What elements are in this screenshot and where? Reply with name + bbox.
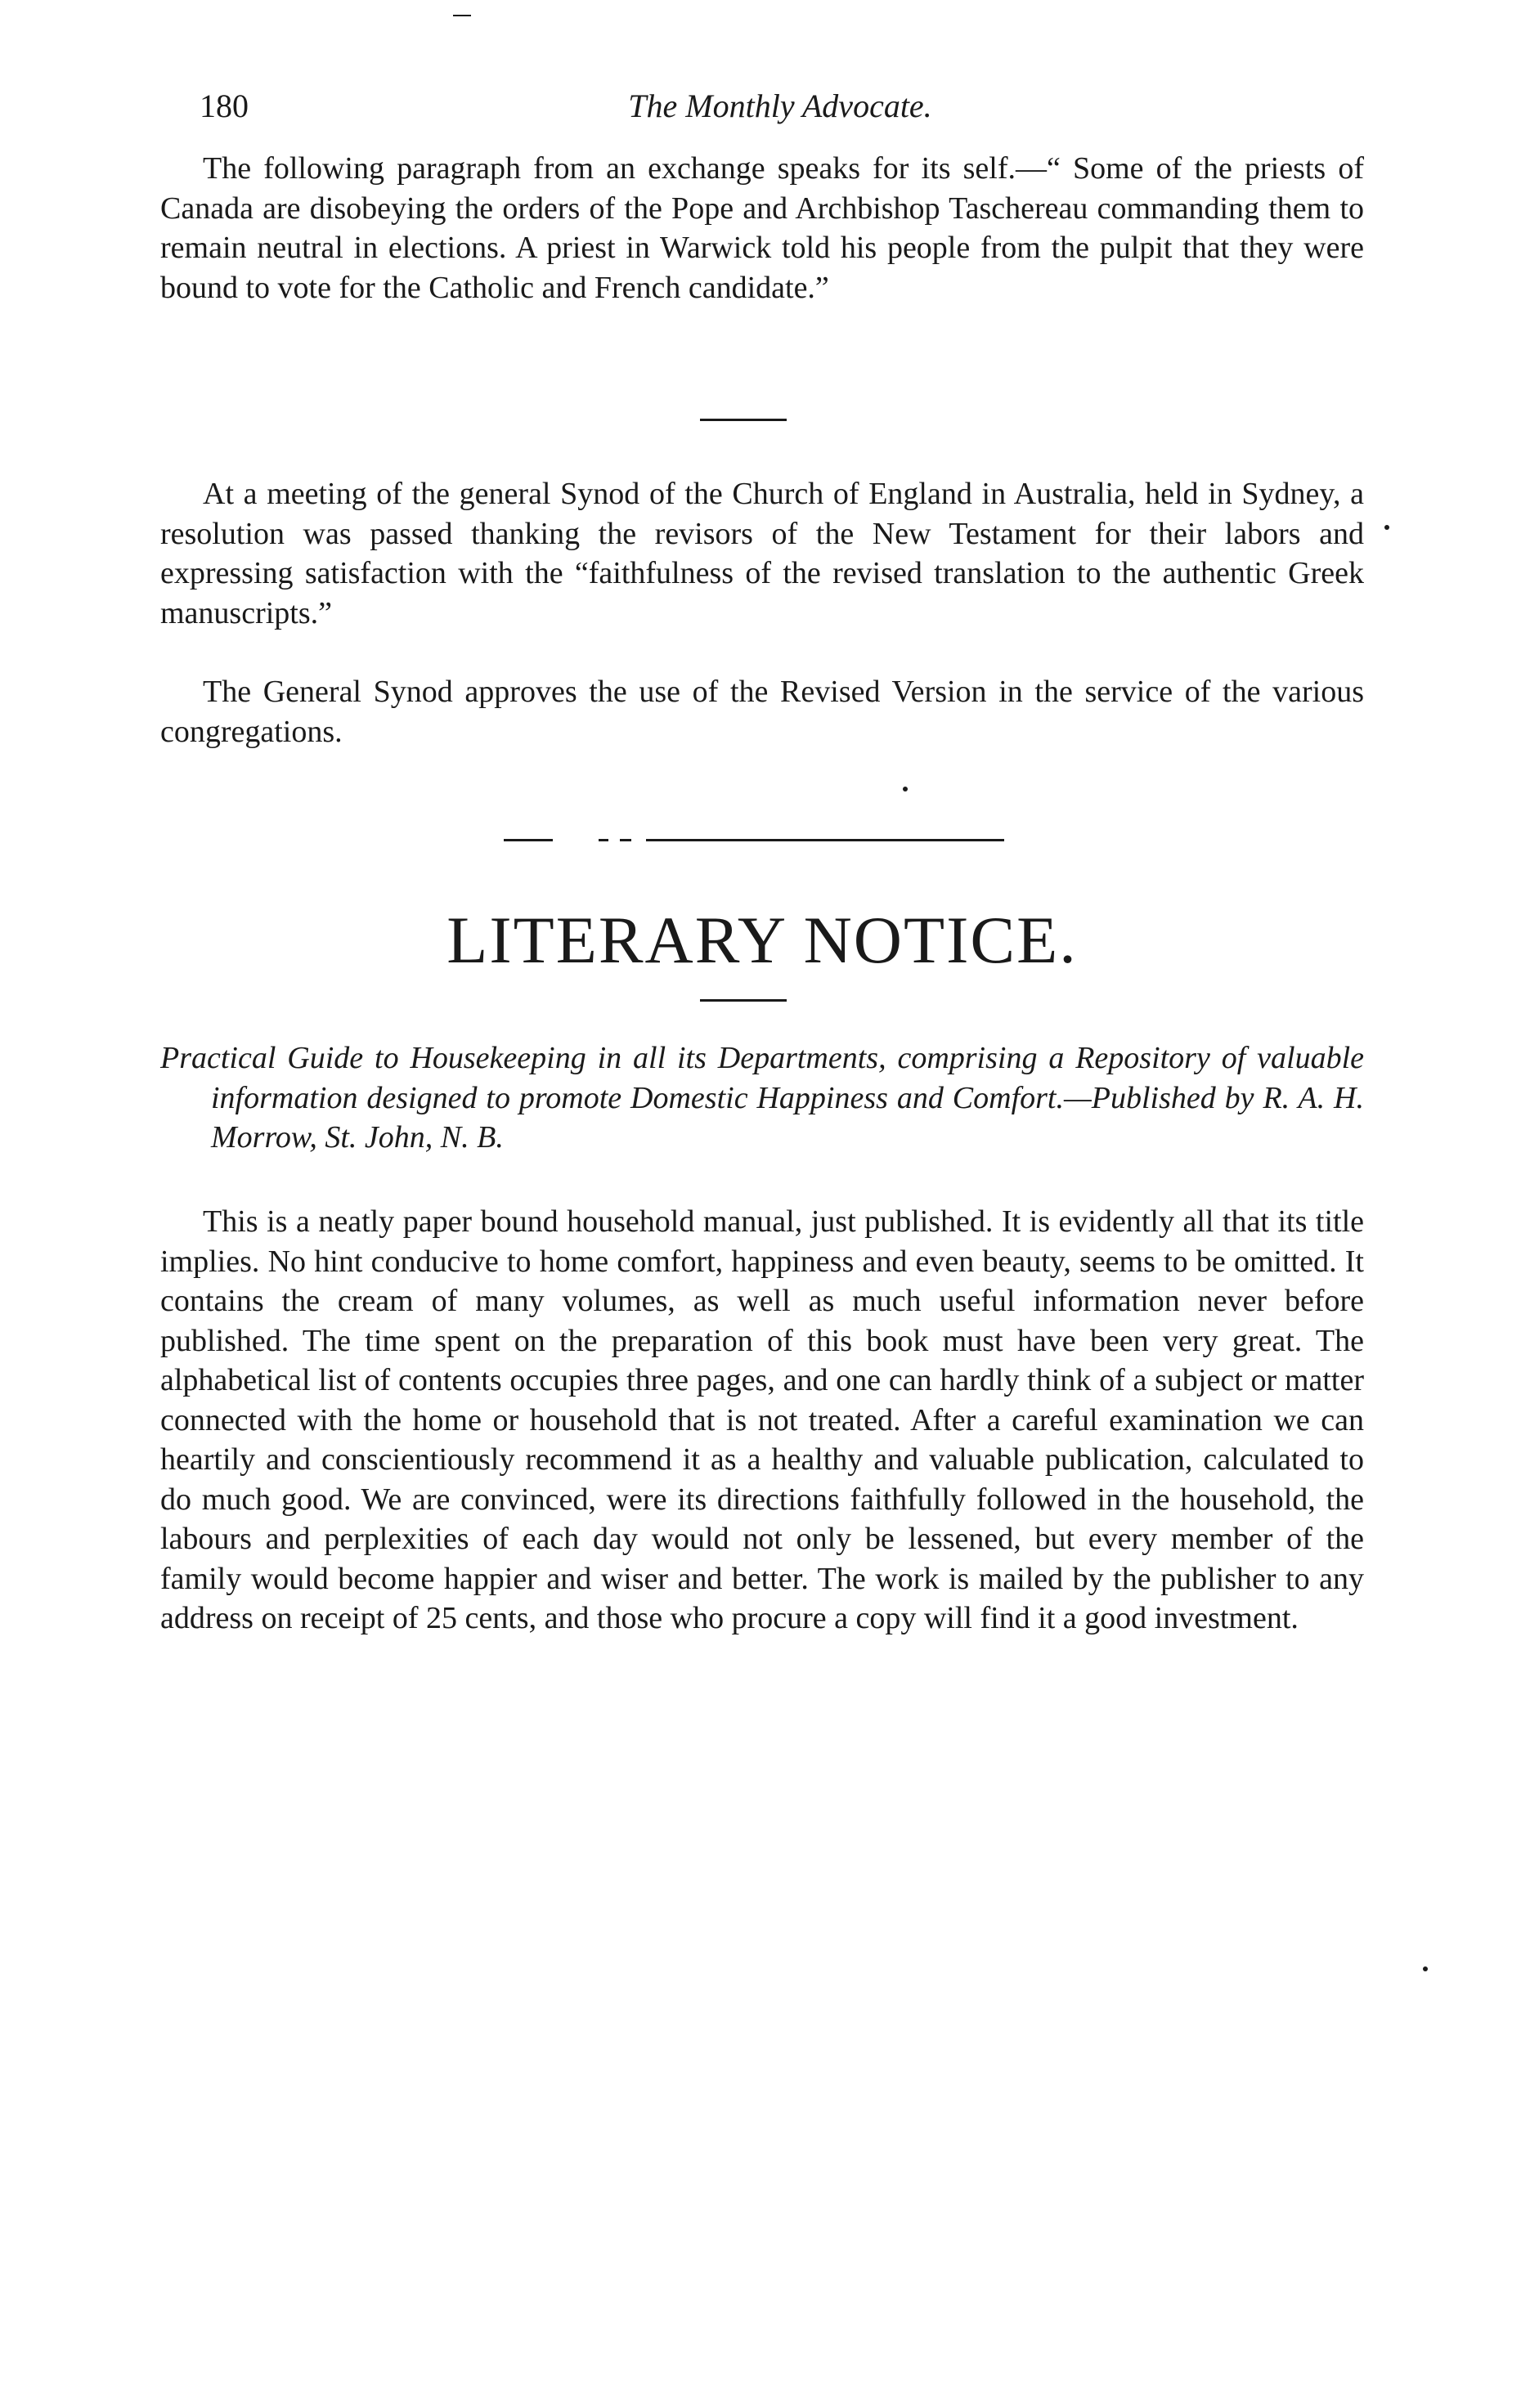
exchange-paragraph: The following paragraph from an exchange speaks for its self.—“ Some of the priests of Canada are disobeying the orders of the Pope and Archbishop Taschereau commanding them to remain neutral in elections. A priest in Warwick told his people from the pulpit that they were bound to vote for the Catholic and French candidate.”	[160, 151, 1364, 305]
heading-underline	[700, 999, 787, 1002]
top-mark	[453, 15, 471, 16]
dashed-divider	[504, 839, 1004, 842]
review-paragraph: This is a neatly paper bound household manual, just published. It is evidently all that its title implies. No hint conducive to home comfort, happiness and even beauty, seems to be omitted. It contains the cream of many volumes, as well as much useful information never before published. The time spent on the preparation of this book must have been very great. The alphabetical list of contents occupies three pages, and one can hardly think of a subject or matter connected with the home or household that is not treated. After a careful examination we can heartily and conscientiously recommend it as a healthy and valuable publication, calculated to do much good. We are convinced, were its directions faithfully followed in the household, the labours and perplexities of each day would not only be lessened, but every member of the family would become happier and wiser and better. The work is mailed by the publisher to any address on receipt of 25 cents, and those who procure a copy will find it a good investment.	[160, 1204, 1364, 1635]
stray-dot	[1423, 1966, 1428, 1971]
running-title: The Monthly Advocate.	[628, 87, 932, 124]
page-number: 180	[200, 87, 249, 124]
literary-notice-heading: LITERARY NOTICE.	[446, 903, 1078, 977]
synod-meeting-paragraph: At a meeting of the general Synod of the Church of England in Australia, held in Sydney, a resolution was passed thanking the revisors of the New Testament for their labors and expressing satisfaction with the “faithfulness of the revised translation to the authentic Greek manuscripts.”	[160, 477, 1364, 630]
page-header	[200, 82, 1361, 131]
stray-dot	[1384, 525, 1389, 530]
synod-approves-paragraph: The General Synod approves the use of the Revised Version in the service of the various congregations.	[160, 675, 1364, 749]
stray-dot	[903, 787, 908, 791]
section-divider	[700, 419, 787, 421]
book-title: Practical Guide to Housekeeping in all its Departments, comprising a Repository of valuable information designed to promote Domestic Happiness and Comfort.—Published by R. A. H. Morrow, St. John, N. B.	[160, 1041, 1364, 1155]
